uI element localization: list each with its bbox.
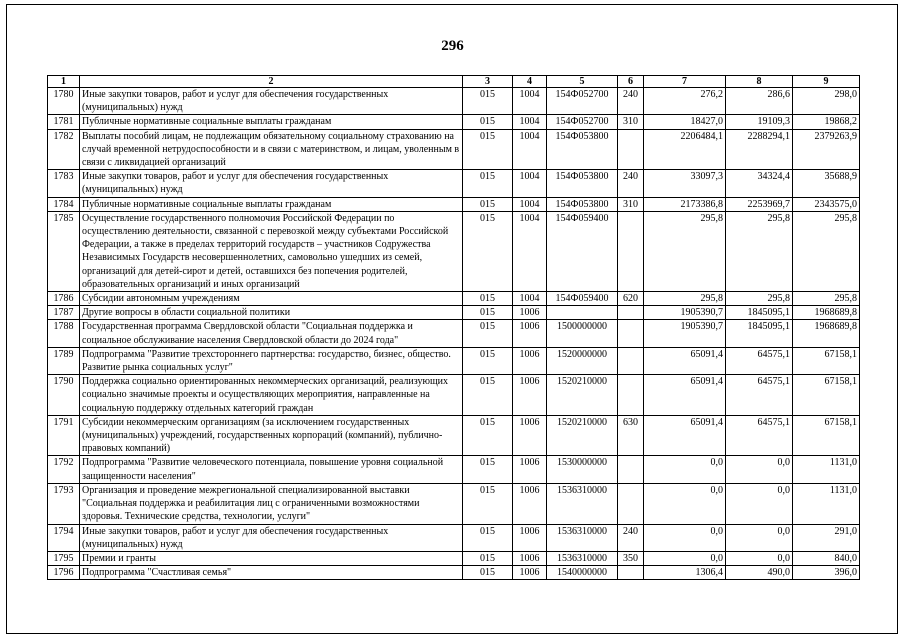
amount-year-3: 67158,1 [793,375,860,416]
amount-year-3: 67158,1 [793,347,860,374]
expense-type-code [618,347,644,374]
amount-year-2: 1845095,1 [726,306,793,320]
amount-year-1: 18427,0 [644,115,726,129]
amount-year-3: 1131,0 [793,483,860,524]
amount-year-2: 0,0 [726,483,793,524]
amount-year-1: 33097,3 [644,170,726,197]
amount-year-2: 0,0 [726,456,793,483]
row-number: 1793 [48,483,80,524]
expense-type-code: 240 [618,88,644,115]
amount-year-1: 295,8 [644,211,726,291]
table-row [48,306,860,320]
amount-year-3: 396,0 [793,566,860,580]
section-code: 1004 [513,211,547,291]
expense-type-code: 630 [618,415,644,456]
section-code: 1004 [513,129,547,170]
table-row [48,292,860,306]
amount-year-1: 1306,4 [644,566,726,580]
table-row [48,524,860,551]
expense-type-code [618,375,644,416]
ministry-code: 015 [463,88,513,115]
amount-year-1: 276,2 [644,88,726,115]
item-name: Иные закупки товаров, работ и услуг для обеспечения государственных (муниципальных) нужд [80,170,463,197]
ministry-code: 015 [463,129,513,170]
target-article-code: 154Ф053800 [547,197,618,211]
item-name: Премии и гранты [80,551,463,565]
row-number: 1792 [48,456,80,483]
amount-year-1: 1905390,7 [644,306,726,320]
expense-type-code: 240 [618,524,644,551]
table-row [48,483,860,524]
row-number: 1787 [48,306,80,320]
item-name: Государственная программа Свердловской области "Социальная поддержка и социальное обслуживание населения Свердловской области до 2024 года" [80,320,463,347]
table-row [48,375,860,416]
expense-type-code [618,456,644,483]
ministry-code: 015 [463,483,513,524]
column-header: 8 [726,76,793,88]
amount-year-2: 64575,1 [726,347,793,374]
section-code: 1006 [513,524,547,551]
target-article-code: 1540000000 [547,566,618,580]
amount-year-3: 298,0 [793,88,860,115]
expense-type-code [618,566,644,580]
row-number: 1785 [48,211,80,291]
amount-year-3: 67158,1 [793,415,860,456]
item-name: Осуществление государственного полномочия Российской Федерации по осуществлению деятельности, связанной с перевозкой между субъектами Российской Федерации, а также в пределах территорий государств – участников Содружества Независимых Государств несовершеннолетних, самовольно ушедших из семей, организаций для детей-сирот и детей, оставшихся без попечения родителей, образовательных организаций и иных организаций [80,211,463,291]
amount-year-2: 490,0 [726,566,793,580]
amount-year-1: 65091,4 [644,375,726,416]
row-number: 1794 [48,524,80,551]
column-header: 2 [80,76,463,88]
section-code: 1004 [513,170,547,197]
header-row [48,76,860,88]
item-name: Публичные нормативные социальные выплаты гражданам [80,197,463,211]
page-number: 296 [441,38,464,54]
item-name: Подпрограмма "Развитие человеческого потенциала, повышение уровня социальной защищенности населения" [80,456,463,483]
amount-year-3: 1968689,8 [793,306,860,320]
amount-year-2: 64575,1 [726,415,793,456]
target-article-code: 154Ф052700 [547,115,618,129]
table-row [48,347,860,374]
section-code: 1006 [513,306,547,320]
column-header: 7 [644,76,726,88]
table-body [48,88,860,580]
row-number: 1790 [48,375,80,416]
row-number: 1784 [48,197,80,211]
item-name: Подпрограмма "Развитие трехстороннего партнерства: государство, бизнес, общество. Развитие рынка социальных услуг" [80,347,463,374]
table-row [48,211,860,291]
expense-type-code: 620 [618,292,644,306]
amount-year-2: 0,0 [726,524,793,551]
section-code: 1004 [513,292,547,306]
target-article-code: 1520000000 [547,347,618,374]
amount-year-1: 65091,4 [644,415,726,456]
section-code: 1006 [513,375,547,416]
amount-year-3: 35688,9 [793,170,860,197]
expense-type-code [618,306,644,320]
expense-type-code [618,483,644,524]
expense-type-code: 350 [618,551,644,565]
target-article-code: 1500000000 [547,320,618,347]
column-header: 5 [547,76,618,88]
amount-year-3: 19868,2 [793,115,860,129]
ministry-code: 015 [463,415,513,456]
amount-year-3: 295,8 [793,292,860,306]
table-row [48,551,860,565]
target-article-code: 1536310000 [547,524,618,551]
amount-year-1: 2206484,1 [644,129,726,170]
amount-year-2: 2288294,1 [726,129,793,170]
ministry-code: 015 [463,320,513,347]
amount-year-1: 0,0 [644,524,726,551]
amount-year-2: 34324,4 [726,170,793,197]
target-article-code: 1536310000 [547,483,618,524]
amount-year-2: 2253969,7 [726,197,793,211]
target-article-code: 154Ф059400 [547,292,618,306]
amount-year-3: 2343575,0 [793,197,860,211]
table-row [48,129,860,170]
row-number: 1783 [48,170,80,197]
amount-year-1: 295,8 [644,292,726,306]
row-number: 1786 [48,292,80,306]
amount-year-2: 295,8 [726,292,793,306]
section-code: 1006 [513,483,547,524]
item-name: Иные закупки товаров, работ и услуг для обеспечения государственных (муниципальных) нужд [80,88,463,115]
amount-year-2: 286,6 [726,88,793,115]
section-code: 1006 [513,456,547,483]
table-row [48,320,860,347]
row-number: 1796 [48,566,80,580]
amount-year-3: 1968689,8 [793,320,860,347]
expense-type-code: 310 [618,115,644,129]
budget-table [47,75,860,580]
ministry-code: 015 [463,456,513,483]
amount-year-1: 0,0 [644,456,726,483]
target-article-code [547,306,618,320]
section-code: 1004 [513,115,547,129]
item-name: Организация и проведение межрегиональной специализированной выставки "Социальная поддержка и реабилитация лиц с ограниченными возможностями здоровья. Технические средства, технологии, услуги" [80,483,463,524]
section-code: 1006 [513,415,547,456]
expense-type-code [618,320,644,347]
ministry-code: 015 [463,375,513,416]
target-article-code: 154Ф053800 [547,170,618,197]
ministry-code: 015 [463,347,513,374]
amount-year-2: 0,0 [726,551,793,565]
item-name: Выплаты пособий лицам, не подлежащим обязательному социальному страхованию на случай временной нетрудоспособности и в связи с материнством, и лицам, уволенным в связи с ликвидацией организаций [80,129,463,170]
expense-type-code: 240 [618,170,644,197]
item-name: Поддержка социально ориентированных некоммерческих организаций, реализующих социально значимые проекты и осуществляющих мероприятия, направленные на социальную поддержку отдельных категорий граждан [80,375,463,416]
item-name: Подпрограмма "Счастливая семья" [80,566,463,580]
column-header: 1 [48,76,80,88]
amount-year-3: 295,8 [793,211,860,291]
table-row [48,456,860,483]
section-code: 1006 [513,347,547,374]
section-code: 1006 [513,566,547,580]
row-number: 1781 [48,115,80,129]
column-header: 4 [513,76,547,88]
row-number: 1795 [48,551,80,565]
amount-year-1: 0,0 [644,483,726,524]
table-row [48,88,860,115]
table-row [48,170,860,197]
amount-year-2: 64575,1 [726,375,793,416]
amount-year-2: 295,8 [726,211,793,291]
item-name: Иные закупки товаров, работ и услуг для обеспечения государственных (муниципальных) нужд [80,524,463,551]
target-article-code: 1536310000 [547,551,618,565]
section-code: 1006 [513,320,547,347]
section-code: 1004 [513,197,547,211]
expense-type-code: 310 [618,197,644,211]
column-header: 3 [463,76,513,88]
item-name: Субсидии автономным учреждениям [80,292,463,306]
section-code: 1004 [513,88,547,115]
row-number: 1782 [48,129,80,170]
expense-type-code [618,129,644,170]
target-article-code: 154Ф053800 [547,129,618,170]
amount-year-1: 0,0 [644,551,726,565]
target-article-code: 1520210000 [547,415,618,456]
row-number: 1780 [48,88,80,115]
ministry-code: 015 [463,566,513,580]
item-name: Субсидии некоммерческим организациям (за исключением государственных (муниципальных) учреждений, государственных корпораций (компаний), публично-правовых компаний) [80,415,463,456]
amount-year-3: 2379263,9 [793,129,860,170]
amount-year-1: 2173386,8 [644,197,726,211]
target-article-code: 1520210000 [547,375,618,416]
ministry-code: 015 [463,197,513,211]
amount-year-2: 19109,3 [726,115,793,129]
row-number: 1788 [48,320,80,347]
ministry-code: 015 [463,524,513,551]
section-code: 1006 [513,551,547,565]
ministry-code: 015 [463,115,513,129]
amount-year-3: 291,0 [793,524,860,551]
amount-year-3: 1131,0 [793,456,860,483]
amount-year-2: 1845095,1 [726,320,793,347]
ministry-code: 015 [463,306,513,320]
item-name: Публичные нормативные социальные выплаты гражданам [80,115,463,129]
item-name: Другие вопросы в области социальной политики [80,306,463,320]
target-article-code: 154Ф052700 [547,88,618,115]
column-header: 6 [618,76,644,88]
column-header: 9 [793,76,860,88]
table-row [48,115,860,129]
ministry-code: 015 [463,551,513,565]
amount-year-3: 840,0 [793,551,860,565]
table-row [48,566,860,580]
table-row [48,415,860,456]
expense-type-code [618,211,644,291]
amount-year-1: 65091,4 [644,347,726,374]
target-article-code: 154Ф059400 [547,211,618,291]
table-row [48,197,860,211]
amount-year-1: 1905390,7 [644,320,726,347]
target-article-code: 1530000000 [547,456,618,483]
row-number: 1791 [48,415,80,456]
row-number: 1789 [48,347,80,374]
ministry-code: 015 [463,170,513,197]
ministry-code: 015 [463,292,513,306]
ministry-code: 015 [463,211,513,291]
